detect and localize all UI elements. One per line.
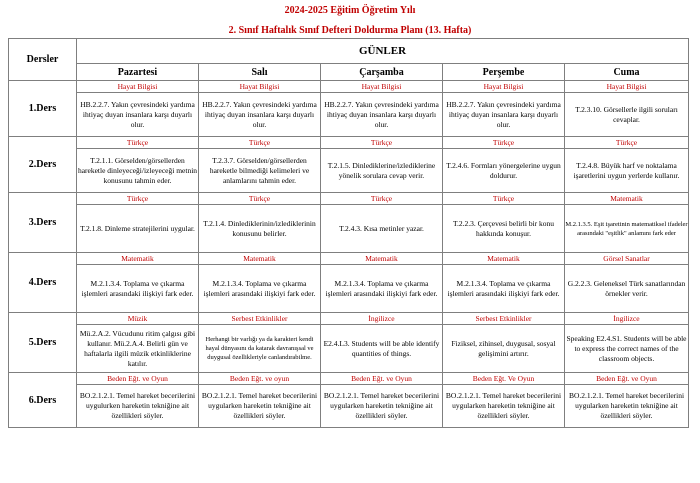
objective-text: M.2.1.3.5. Eşit işaretinin matematiksel ifadeler arasındaki "eşitlik" anlamını fark eder (565, 220, 688, 237)
objective-text: T.2.4.6. Formları yönergelerine uygun doldurur. (446, 160, 561, 180)
objective-cell (77, 205, 199, 253)
page-subtitle: 2. Sınıf Haftalık Sınıf Defteri Doldurma Planı (13. Hafta) (228, 25, 472, 36)
dersler-header: Dersler (9, 39, 77, 81)
objective-cell (443, 385, 565, 428)
content-row (9, 325, 689, 373)
content-row (9, 265, 689, 313)
subject-cell: Matematik (443, 253, 565, 265)
objective-text: T.2.4.3. Kısa metinler yazar. (339, 223, 424, 233)
subject-cell: Serbest Etkinlikler (199, 313, 321, 325)
objective-cell (321, 325, 443, 373)
subject-cell: Matematik (199, 253, 321, 265)
subject-row (9, 193, 689, 205)
page-title: 2024-2025 Eğitim Öğretim Yılı (284, 5, 416, 16)
objective-cell (565, 385, 689, 428)
subject-cell: Beden Eğt. ve Oyun (321, 373, 443, 385)
objective-cell (321, 93, 443, 137)
subject-cell: Beden Eğt. ve Oyun (565, 373, 689, 385)
lesson-label: 6.Ders (9, 373, 77, 428)
objective-cell (199, 265, 321, 313)
subject-cell: Hayat Bilgisi (77, 81, 199, 93)
subject-cell: İngilizce (321, 313, 443, 325)
schedule-table (8, 38, 689, 428)
lesson-label: 3.Ders (9, 193, 77, 253)
content-row (9, 93, 689, 137)
objective-text: T.2.1.4. Dinlediklerinin/izlediklerinin konusunu belirler. (203, 218, 316, 238)
subject-row (9, 253, 689, 265)
subject-cell: Türkçe (199, 137, 321, 149)
subject-row (9, 81, 689, 93)
objective-text: BO.2.1.2.1. Temel hareket becerilerini uygularken hareketin tekniğine ait özellikleri söyler. (201, 391, 318, 420)
subject-cell: Türkçe (321, 137, 443, 149)
objective-text: HB.2.2.7. Yakın çevresindeki yardıma ihtiyaç duyan insanlara karşı duyarlı olur. (202, 99, 317, 129)
subject-cell: Serbest Etkinlikler (443, 313, 565, 325)
objective-cell (199, 149, 321, 193)
subject-cell: Türkçe (443, 193, 565, 205)
gunler-header: GÜNLER (77, 39, 689, 64)
content-row (9, 385, 689, 428)
objective-cell (199, 385, 321, 428)
subject-cell: Görsel Sanatlar (565, 253, 689, 265)
day-header: Cuma (565, 64, 689, 81)
objective-text: HB.2.2.7. Yakın çevresindeki yardıma ihtiyaç duyan insanlara karşı duyarlı olur. (446, 99, 561, 129)
subject-cell: Matematik (321, 253, 443, 265)
objective-cell (565, 265, 689, 313)
subject-cell: Matematik (77, 253, 199, 265)
objective-text: HB.2.2.7. Yakın çevresindeki yardıma ihtiyaç duyan insanlara karşı duyarlı olur. (80, 99, 195, 129)
objective-cell (77, 93, 199, 137)
objective-cell (443, 149, 565, 193)
objective-text: G.2.2.3. Geleneksel Türk sanatlarından örnekler verir. (567, 278, 686, 298)
objective-cell (321, 205, 443, 253)
day-header: Salı (199, 64, 321, 81)
objective-cell (565, 325, 689, 373)
objective-cell (443, 93, 565, 137)
subject-row (9, 373, 689, 385)
objective-text: M.2.1.3.4. Toplama ve çıkarma işlemleri arasındaki ilişkiyi fark eder. (447, 278, 560, 298)
lesson-label: 2.Ders (9, 137, 77, 193)
objective-text: BO.2.1.2.1. Temel hareket becerilerini uygulurken hareketin tekniğine ait özellikleri söyler. (79, 391, 196, 420)
objective-cell (321, 265, 443, 313)
subject-cell: Matematik (565, 193, 689, 205)
objective-text: T.2.2.3. Çerçevesi belirli bir konu hakkında konuşur. (452, 218, 555, 238)
objective-text: BO.2.1.2.1. Temel hareket becerilerini uygularken hareketin tekniğine ait özellikleri söyler. (445, 391, 562, 420)
content-row (9, 205, 689, 253)
objective-text: E2.4.L3. Students will be able identify quantities of things. (323, 338, 440, 358)
objective-cell (77, 325, 199, 373)
content-row (9, 149, 689, 193)
subject-cell: Beden Eğt. ve oyun (199, 373, 321, 385)
objective-text: M.2.1.3.4. Toplama ve çıkarma işlemleri arasındaki ilişkiyi fark eder. (325, 278, 438, 298)
lesson-label: 1.Ders (9, 81, 77, 137)
subject-cell: Türkçe (443, 137, 565, 149)
objective-text: Fiziksel, zihinsel, duygusal, sosyal gelişimini artırır. (451, 338, 556, 358)
objective-cell (199, 93, 321, 137)
objective-text: T.2.4.8. Büyük harf ve noktalama işaretlerini uygun yerlerde kullanır. (573, 160, 680, 180)
objective-text: HB.2.2.7. Yakın çevresindeki yardıma ihtiyaç duyan insanlara karşı duyarlı olur. (324, 99, 439, 129)
subject-row (9, 313, 689, 325)
subject-cell: İngilizce (565, 313, 689, 325)
objective-text: Speaking E2.4.S1. Students will be able to express the correct names of the classroom objects. (566, 333, 687, 363)
objective-text: BO.2.1.2.1. Temel hareket becerilerini uygularken hareketin tekniğine ait özellikleri söyler. (323, 391, 440, 420)
objective-text: T.2.1.5. Dinlediklerine/izlediklerine yönelik sorulara cevap verir. (327, 160, 436, 180)
objective-text: Herhangi bir varlığı ya da karakteri kendi hayal dünyasını da katarak davranışsal ve duygusal özellikleriyle canlandırabilme. (205, 336, 314, 361)
objective-cell (565, 205, 689, 253)
objective-cell (443, 325, 565, 373)
subject-cell: Beden Eğt. ve Oyun (77, 373, 199, 385)
objective-cell (443, 265, 565, 313)
day-header: Pazartesi (77, 64, 199, 81)
subject-cell: Türkçe (77, 193, 199, 205)
objective-text: M.2.1.3.4. Toplama ve çıkarma işlemleri arasındaki ilişkiyi fark eder. (203, 278, 316, 298)
objective-text: T.2.3.10. Görsellerle ilgili soruları cevaplar. (575, 104, 678, 124)
objective-cell (565, 149, 689, 193)
objective-cell (199, 205, 321, 253)
subject-cell: Hayat Bilgisi (443, 81, 565, 93)
lesson-label: 4.Ders (9, 253, 77, 313)
subject-cell: Beden Eğt. Ve Oyun (443, 373, 565, 385)
objective-text: Mü.2.A.2. Vücudunu ritim çalgısı gibi kullanır. Mü.2.A.4. Belirli gün ve haftalarla ilgili müzik etkinliklerine katılır. (79, 328, 196, 368)
objective-cell (77, 385, 199, 428)
objective-text: M.2.1.3.4. Toplama ve çıkarma işlemleri arasındaki ilişkiyi fark eder. (81, 278, 194, 298)
objective-cell (565, 93, 689, 137)
objective-text: T.2.1.1. Görselden/görsellerden hareketle dinleyeceği/izleyeceği metnin konusunu tahmin eder. (77, 155, 198, 185)
objective-cell (443, 205, 565, 253)
subject-cell: Türkçe (77, 137, 199, 149)
subject-row (9, 137, 689, 149)
objective-text: T.2.3.7. Görselden/görsellerden hareketle bilmediği kelimeleri ve anlamlarını tahmin eder. (209, 155, 310, 185)
objective-cell (321, 385, 443, 428)
lesson-label: 5.Ders (9, 313, 77, 373)
objective-cell (199, 325, 321, 373)
objective-cell (77, 149, 199, 193)
subject-cell: Türkçe (321, 193, 443, 205)
subject-cell: Türkçe (199, 193, 321, 205)
objective-cell (77, 265, 199, 313)
subject-cell: Hayat Bilgisi (565, 81, 689, 93)
objective-text: BO.2.1.2.1. Temel hareket becerilerini uygularken hareketin tekniğine ait özellikleri söyler. (568, 391, 685, 420)
objective-text: T.2.1.8. Dinleme stratejilerini uygular. (80, 223, 195, 233)
objective-cell (321, 149, 443, 193)
subject-cell: Hayat Bilgisi (199, 81, 321, 93)
subject-cell: Hayat Bilgisi (321, 81, 443, 93)
day-header: Çarşamba (321, 64, 443, 81)
subject-cell: Müzik (77, 313, 199, 325)
subject-cell: Türkçe (565, 137, 689, 149)
day-header: Perşembe (443, 64, 565, 81)
